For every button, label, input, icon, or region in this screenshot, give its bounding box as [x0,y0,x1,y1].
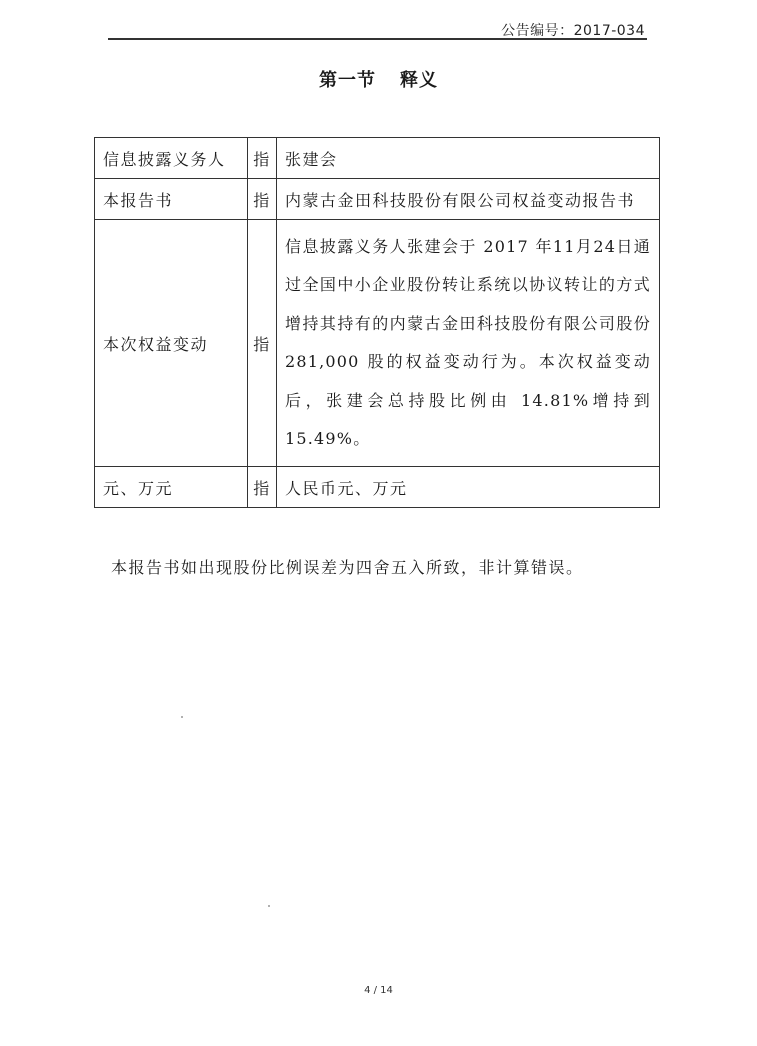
table-row [95,138,660,179]
rounding-note: 本报告书如出现股份比例误差为四舍五入所致，非计算错误。 [111,558,584,577]
table-row [95,220,660,467]
page-number: 4 / 14 [364,985,393,996]
header-divider [108,38,647,40]
section-title-text: 释义 [400,70,438,91]
section-title [0,66,757,92]
definition-term: 本次权益变动 [95,220,248,467]
definition-term: 元、万元 [95,467,248,508]
definition-marker: 指 [248,467,277,508]
definition-text: 人民币元、万元 [277,467,660,508]
definition-term: 本报告书 [95,179,248,220]
definition-text: 信息披露义务人张建会于 2017 年11月24日通过全国中小企业股份转让系统以协议转让的方式增持其持有的内蒙古金田科技股份有限公司股份 281,000 股的权益变动行为。本次权益变动后，张建会总持股比例由 14.81%增持到 15.49%。 [277,220,660,467]
definition-marker: 指 [248,138,277,179]
scan-speck [268,905,270,907]
definitions-table [94,137,660,508]
definition-term: 信息披露义务人 [95,138,248,179]
announcement-number: 公告编号：2017-034 [501,23,645,39]
table-row [95,467,660,508]
table-row [95,179,660,220]
definition-text: 张建会 [277,138,660,179]
definition-text: 内蒙古金田科技股份有限公司权益变动报告书 [277,179,660,220]
definition-marker: 指 [248,220,277,467]
section-title-number: 第一节 [319,70,376,91]
definition-marker: 指 [248,179,277,220]
scan-speck [181,716,183,718]
